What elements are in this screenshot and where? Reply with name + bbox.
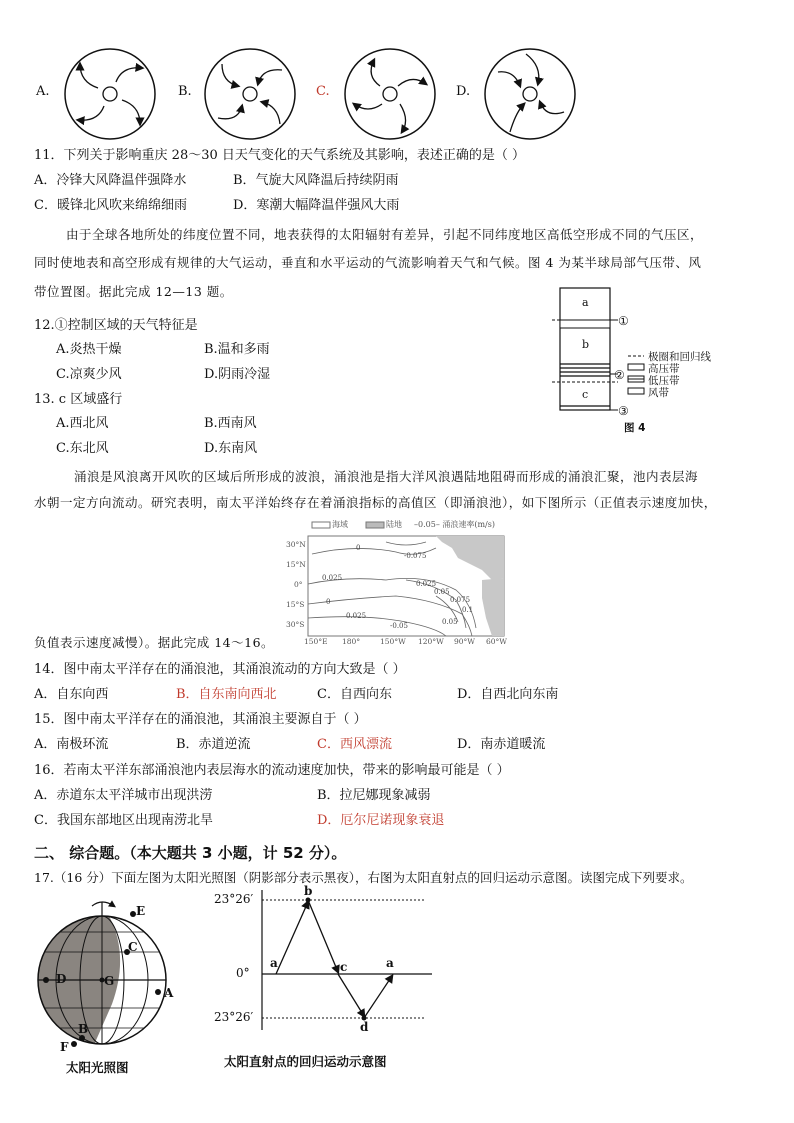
map-legend-ocean: 海域 xyxy=(332,520,348,529)
track-point-d: d xyxy=(360,1020,369,1034)
sun-label-e: E xyxy=(136,904,146,918)
map-contour-label: 0.05 xyxy=(442,618,458,626)
map-contour-label: 0 xyxy=(356,544,361,552)
passage1-line3: 带位置图。据此完成 12—13 题。 xyxy=(34,284,233,299)
figure-4-pressure-belts xyxy=(548,286,768,436)
q11-stem: 11．下列关于影响重庆 28～30 日天气变化的天气系统及其影响，表述正确的是（ ） xyxy=(34,148,526,163)
q15-option-d: D．南赤道暖流 xyxy=(457,737,546,752)
cyclone-diagram-d xyxy=(480,46,580,142)
cyclone-diagram-a xyxy=(60,46,160,142)
fig4-marker-1: ① xyxy=(618,314,629,328)
map-contour-label: 0.075 xyxy=(450,596,471,604)
map-contour-label: 0.025 xyxy=(416,580,437,588)
q11-option-b: B．气旋大风降温后持续阴雨 xyxy=(233,173,399,188)
fig4-marker-2: ② xyxy=(614,368,625,382)
q12-option-b: B.温和多雨 xyxy=(204,342,270,357)
q14-option-c: C．自西向东 xyxy=(317,687,392,702)
fig4-legend-wind-belt: 风带 xyxy=(648,387,669,399)
track-point-a-end: a xyxy=(386,956,394,970)
fig4-marker-3: ③ xyxy=(618,404,629,418)
map-contour-label: -0.075 xyxy=(404,552,427,560)
sun-label-g: G xyxy=(104,974,115,988)
cyclone-diagram-b xyxy=(200,46,300,142)
direct-sun-track-diagram xyxy=(214,880,444,1070)
map-contour-label: 0.05 xyxy=(434,588,450,596)
q16-option-d: D．厄尔尼诺现象衰退 xyxy=(317,813,445,828)
swell-pool-map xyxy=(286,518,510,646)
fig4-legend-circle-tropic: 极圈和回归线 xyxy=(648,351,711,363)
q14-option-d: D．自西北向东南 xyxy=(457,687,559,702)
map-lon-150w: 150°W xyxy=(380,637,406,646)
q15-option-b: B．赤道逆流 xyxy=(176,737,251,752)
track-label-top-lat: 23°26′ xyxy=(214,892,254,906)
map-lon-90w: 90°W xyxy=(454,637,476,646)
map-lat-15s: 15°S xyxy=(286,600,305,609)
q13-stem: 13. c 区域盛行 xyxy=(34,392,123,407)
q11-option-a: A．冷锋大风降温伴强降水 xyxy=(34,173,187,188)
map-contour-label: 0.1 xyxy=(462,606,474,614)
q13-option-a: A.西北风 xyxy=(56,416,109,431)
fig4-label-a: a xyxy=(582,296,589,309)
sunlight-diagram xyxy=(30,894,190,1074)
track-point-b: b xyxy=(304,884,313,898)
track-label-bottom-lat: 23°26′ xyxy=(214,1010,254,1024)
sun-label-a: A xyxy=(164,986,174,1000)
q16-stem: 16．若南太平洋东部涌浪池内表层海水的流动速度加快，带来的影响最可能是（ ） xyxy=(34,763,510,778)
passage2-line3: 负值表示速度减慢）。据此完成 14～16。 xyxy=(34,635,275,650)
track-label-equator: 0° xyxy=(236,966,250,980)
q14-option-a: A．自东向西 xyxy=(34,687,109,702)
fig4-label-c: c xyxy=(582,388,589,401)
option-label-d: D. xyxy=(456,84,471,99)
sun-label-d: D xyxy=(56,972,67,986)
track-point-a-start: a xyxy=(270,956,278,970)
sun-label-f: F xyxy=(60,1040,69,1054)
q11-option-d: D．寒潮大幅降温伴强风大雨 xyxy=(233,198,400,213)
map-legend-land: 陆地 xyxy=(386,520,402,529)
map-lon-60w: 60°W xyxy=(486,637,508,646)
q13-option-b: B.西南风 xyxy=(204,416,257,431)
option-label-b: B. xyxy=(178,84,192,99)
q16-option-b: B．拉尼娜现象减弱 xyxy=(317,788,431,803)
map-lon-150e: 150°E xyxy=(304,637,328,646)
fig4-legend-high-pressure: 高压带 xyxy=(648,363,680,375)
q15-option-c: C．西风漂流 xyxy=(317,737,392,752)
map-lat-30n: 30°N xyxy=(286,540,306,549)
q11-option-c: C．暖锋北风吹来绵绵细雨 xyxy=(34,198,187,213)
q17-stem: 17.（16 分）下面左图为太阳光照图（阴影部分表示黑夜），右图为太阳直射点的回归运动示意图。读图完成下列要求。 xyxy=(34,870,693,885)
fig4-label-b: b xyxy=(582,338,590,351)
fig4-legend-low-pressure: 低压带 xyxy=(648,375,680,387)
sunlight-caption: 太阳光照图 xyxy=(66,1060,129,1075)
map-contour-label: -0.05 xyxy=(390,622,408,630)
option-label-a: A. xyxy=(36,84,50,99)
q12-option-c: C.凉爽少风 xyxy=(56,367,122,382)
map-contour-label: 0 xyxy=(326,598,331,606)
sun-label-b: B xyxy=(78,1022,89,1036)
sun-label-c: C xyxy=(128,940,138,954)
map-lon-180: 180° xyxy=(342,637,361,646)
q14-option-b: B．自东南向西北 xyxy=(176,687,277,702)
section-2-title: 二、 综合题。（本大题共 3 小题，计 52 分）。 xyxy=(34,844,347,862)
passage1-line1: 由于全球各地所处的纬度位置不同，地表获得的太阳辐射有差异，引起不同纬度地区高低空形成不同的气压区， xyxy=(66,227,704,242)
passage1-line2: 同时使地表和高空形成有规律的大气运动，垂直和水平运动的气流影响着天气和气候。图 4 为某半球局部气压带、风 xyxy=(34,255,702,270)
passage2-line2: 水朝一定方向流动。研究表明，南太平洋始终存在着涌浪指标的高值区（即涌浪池），如下图所示（正值表示速度加快， xyxy=(34,495,717,510)
q12-option-a: A.炎热干燥 xyxy=(56,342,122,357)
q12-option-d: D.阴雨冷湿 xyxy=(204,367,271,382)
track-caption: 太阳直射点的回归运动示意图 xyxy=(224,1054,387,1069)
cyclone-diagram-c xyxy=(340,46,440,142)
map-lat-15n: 15°N xyxy=(286,560,306,569)
q12-stem: 12.①控制区域的天气特征是 xyxy=(34,318,198,333)
q13-option-c: C.东北风 xyxy=(56,441,109,456)
fig4-caption: 图 4 xyxy=(624,422,646,434)
map-lon-120w: 120°W xyxy=(418,637,444,646)
track-point-c: c xyxy=(340,960,348,974)
q16-option-c: C．我国东部地区出现南涝北旱 xyxy=(34,813,213,828)
q16-option-a: A．赤道东太平洋城市出现洪涝 xyxy=(34,788,213,803)
passage2-line1: 涌浪是风浪离开风吹的区域后所形成的波浪，涌浪池是指大洋风浪遇陆地阻碍而形成的涌浪汇聚，池内表层海 xyxy=(74,469,699,484)
q14-stem: 14．图中南太平洋存在的涌浪池，其涌浪流动的方向大致是（ ） xyxy=(34,662,406,677)
map-lat-0: 0° xyxy=(294,580,303,589)
map-contour-label: 0.025 xyxy=(322,574,343,582)
q15-stem: 15．图中南太平洋存在的涌浪池，其涌浪主要源自于（ ） xyxy=(34,712,367,727)
map-contour-label: 0.025 xyxy=(346,612,367,620)
option-label-c: C. xyxy=(316,84,330,99)
map-legend-swell-rate: –0.05– 涌浪速率(m/s) xyxy=(414,520,495,529)
q15-option-a: A．南极环流 xyxy=(34,737,109,752)
q13-option-d: D.东南风 xyxy=(204,441,258,456)
map-lat-30s: 30°S xyxy=(286,620,305,629)
